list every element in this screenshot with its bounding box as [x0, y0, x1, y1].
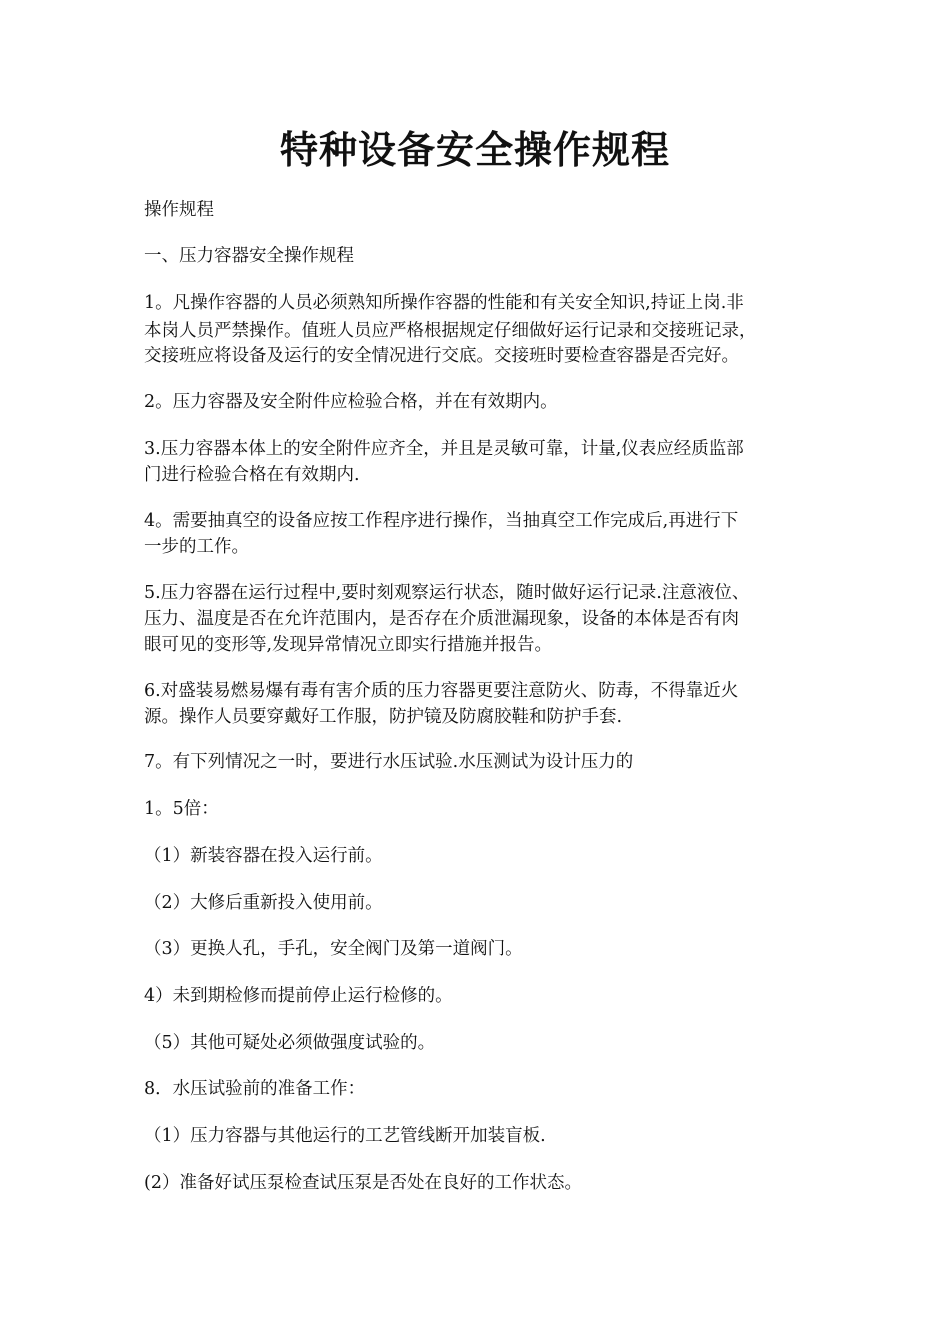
list-item: （5）其他可疑处必须做强度试验的。: [144, 1033, 436, 1053]
subsection-heading: 一、压力容器安全操作规程: [144, 246, 354, 266]
paragraph-line: 压力、温度是否在允许范围内，是否存在介质泄漏现象，设备的本体是否有肉: [144, 609, 739, 629]
list-item: 4）未到期检修而提前停止运行检修的。: [144, 986, 453, 1006]
paragraph-line: 1。凡操作容器的人员必须熟知所操作容器的性能和有关安全知识,持证上岗.非: [144, 293, 744, 313]
paragraph-line: 7。有下列情况之一时，要进行水压试验.水压测试为设计压力的: [144, 752, 634, 772]
paragraph-line: 门进行检验合格在有效期内.: [144, 465, 360, 485]
paragraph-line: 8．水压试验前的准备工作：: [144, 1079, 366, 1099]
list-item: (2）准备好试压泵检查试压泵是否处在良好的工作状态。: [144, 1173, 582, 1193]
paragraph-line: 5.压力容器在运行过程中,要时刻观察运行状态，随时做好运行记录.注意液位、: [144, 583, 750, 603]
list-item: （1）压力容器与其他运行的工艺管线断开加装盲板.: [144, 1126, 546, 1146]
list-item: （1）新装容器在投入运行前。: [144, 846, 383, 866]
document-title: 特种设备安全操作规程: [279, 128, 670, 172]
section-heading: 操作规程: [144, 200, 214, 220]
list-item: （3）更换人孔，手孔，安全阀门及第一道阀门。: [144, 939, 523, 959]
paragraph-line: 眼可见的变形等,发现异常情况立即实行措施并报告。: [144, 635, 553, 655]
paragraph-line: 1。5倍：: [144, 799, 219, 819]
paragraph-line: 3.压力容器本体上的安全附件应齐全，并且是灵敏可靠，计量,仪表应经质监部: [144, 439, 744, 459]
paragraph-line: 4。需要抽真空的设备应按工作程序进行操作，当抽真空工作完成后,再进行下: [144, 511, 739, 531]
paragraph-line: 源。操作人员要穿戴好工作服，防护镜及防腐胶鞋和防护手套.: [144, 707, 623, 727]
paragraph-line: 本岗人员严禁操作。值班人员应严格根据规定仔细做好运行记录和交接班记录，: [144, 321, 757, 341]
list-item: （2）大修后重新投入使用前。: [144, 893, 383, 913]
paragraph-line: 一步的工作。: [144, 537, 249, 557]
paragraph-line: 交接班应将设备及运行的安全情况进行交底。交接班时要检查容器是否完好。: [144, 346, 739, 366]
paragraph-line: 2。压力容器及安全附件应检验合格，并在有效期内。: [144, 392, 558, 412]
paragraph-line: 6.对盛装易燃易爆有毒有害介质的压力容器更要注意防火、防毒，不得靠近火: [144, 681, 739, 701]
